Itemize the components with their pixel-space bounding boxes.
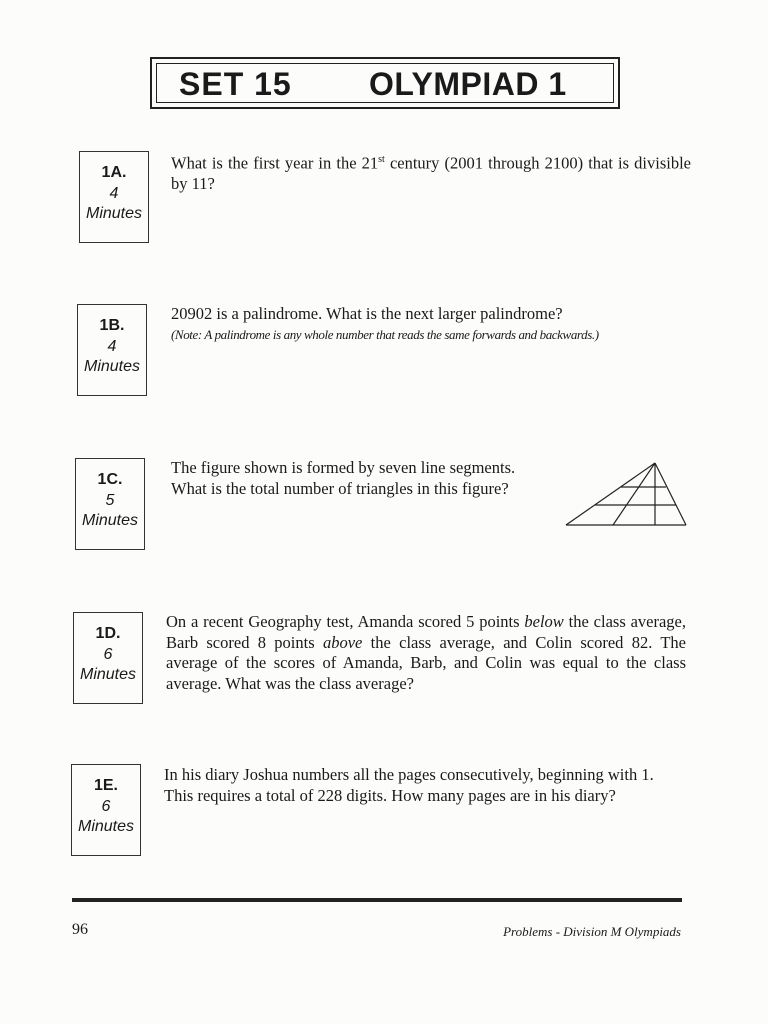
time-unit: Minutes: [83, 358, 141, 375]
footer-rule: [72, 898, 682, 902]
problem-label-1e: [71, 764, 141, 856]
problem-label-1d: [73, 612, 143, 704]
palindrome-note: (Note: A palindrome is any whole number that reads the same forwards and backwards.): [171, 326, 599, 342]
problem-text: On a recent Geography test, Amanda scored 5 points: [166, 612, 525, 631]
emphasis-above: above: [322, 632, 363, 652]
time-value: 4: [109, 185, 119, 202]
problem-text: 20902 is a palindrome. What is the next larger palindrome?: [171, 304, 563, 323]
left-side-segment: [566, 463, 655, 525]
set-title: SET 15: [179, 66, 292, 102]
problem-id: 1D.: [95, 625, 121, 642]
emphasis-below: below: [524, 612, 564, 631]
problem-id: 1C.: [97, 471, 123, 488]
problem-text: The figure shown is formed by seven line segments. What is the total number of triangles in this figure?: [171, 458, 516, 498]
problem-text: century (2001 through 2100) that is divisible by 11?: [171, 153, 691, 193]
problem-text-1d: [166, 612, 686, 694]
time-value: 6: [101, 798, 111, 815]
problem-id: 1A.: [101, 164, 127, 181]
problem-text: the class average, Barb scored 8 points: [166, 612, 686, 652]
problem-text: the class average, and Colin scored 82. The average of the scores of Amanda, Barb, and Colin was equal to the class average. What was the class average?: [166, 632, 686, 693]
time-limit: [78, 337, 146, 377]
problem-text-1a: [171, 150, 691, 195]
time-limit: [76, 491, 144, 531]
time-limit: [74, 645, 142, 685]
time-value: 5: [105, 492, 115, 509]
problem-text-1e: [164, 765, 684, 806]
time-unit: Minutes: [85, 205, 143, 222]
problem-text: In his diary Joshua numbers all the pages consecutively, beginning with 1. This requires a total of 228 digits. How many pages are in his diary?: [164, 765, 654, 805]
problem-id: 1E.: [93, 777, 118, 794]
olympiad-title: OLYMPIAD 1: [369, 66, 567, 102]
time-unit: Minutes: [81, 512, 139, 529]
problem-label-1b: [77, 304, 147, 396]
inner-diagonal-segment: [613, 463, 655, 525]
right-side-segment: [655, 463, 686, 525]
problem-label-1a: [79, 151, 149, 243]
ordinal-suffix: st: [378, 154, 385, 165]
time-limit: [80, 184, 148, 224]
triangle-figure: [563, 460, 691, 530]
title-banner: [150, 57, 620, 109]
time-value: 4: [107, 338, 117, 355]
time-value: 6: [103, 646, 113, 663]
problem-label-1c: [75, 458, 145, 550]
time-limit: [72, 797, 140, 837]
problem-text-1c: [171, 458, 551, 499]
problem-id: 1B.: [99, 317, 125, 334]
problem-text: What is the first year in the 21: [171, 153, 379, 173]
time-unit: Minutes: [77, 818, 135, 835]
problem-text-1b: [171, 304, 691, 345]
page-number: 96: [72, 921, 88, 938]
time-unit: Minutes: [79, 666, 137, 683]
footer-title: Problems - Division M Olympiads: [503, 924, 681, 939]
title-inner-frame: [156, 63, 614, 103]
